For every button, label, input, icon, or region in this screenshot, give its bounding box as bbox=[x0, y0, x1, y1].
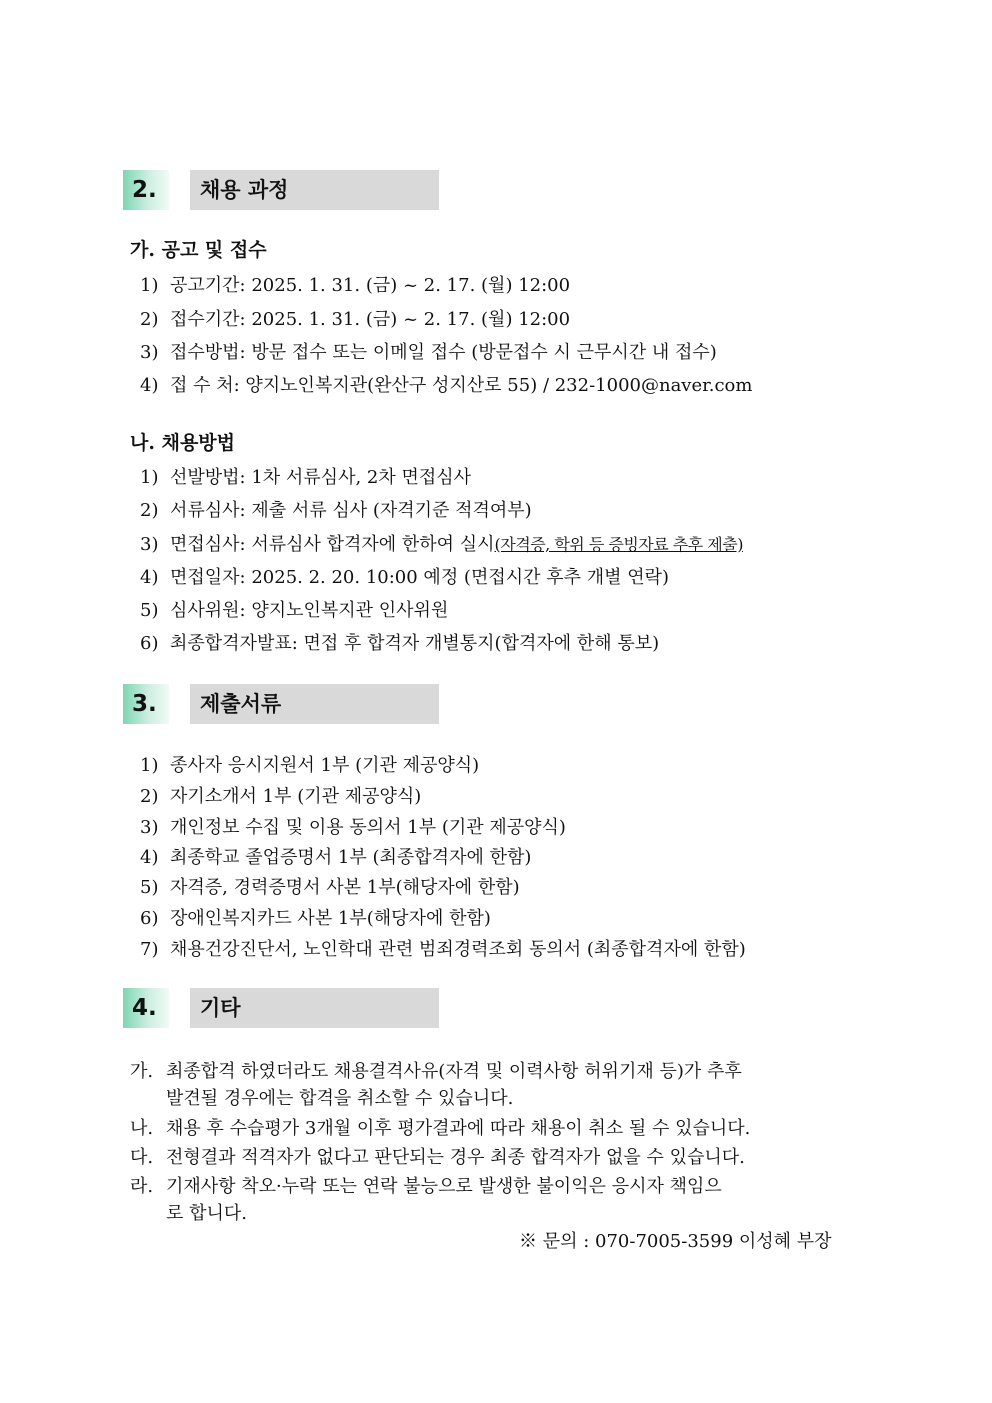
contact-info: ※ 문의 : 070-7005-3599 이성혜 부장 bbox=[519, 1231, 832, 1252]
list-item: 5) 자격증, 경력증명서 사본 1부(해당자에 한함) bbox=[140, 877, 520, 898]
list-item: 2) 서류심사: 제출 서류 심사 (자격기준 적격여부) bbox=[140, 500, 532, 521]
note-item-continuation: 발견될 경우에는 합격을 취소할 수 있습니다. bbox=[166, 1088, 514, 1109]
list-item: 5) 심사위원: 양지노인복지관 인사위원 bbox=[140, 600, 449, 621]
note-item: 가. 최종합격 하였더라도 채용결격사유(자격 및 이력사항 허위기재 등)가 추후 bbox=[130, 1061, 742, 1082]
subsection-heading: 가. 공고 및 접수 bbox=[130, 239, 267, 261]
list-item: 3) 개인정보 수집 및 이용 동의서 1부 (기관 제공양식) bbox=[140, 817, 566, 838]
section-title: 채용 과정 bbox=[190, 170, 439, 210]
list-item: 1) 공고기간: 2025. 1. 31. (금) ~ 2. 17. (월) 12:00 bbox=[140, 275, 571, 296]
list-item: 6) 장애인복지카드 사본 1부(해당자에 한함) bbox=[140, 908, 491, 929]
section-title: 제출서류 bbox=[190, 684, 439, 724]
section-4-header bbox=[123, 988, 439, 1028]
list-item: 4) 최종학교 졸업증명서 1부 (최종합격자에 한함) bbox=[140, 847, 532, 868]
section-number: 3. bbox=[123, 684, 169, 724]
list-item: 7) 채용건강진단서, 노인학대 관련 범죄경력조회 동의서 (최종합격자에 한함) bbox=[140, 939, 746, 960]
list-item: 3) 접수방법: 방문 접수 또는 이메일 접수 (방문접수 시 근무시간 내 접수) bbox=[140, 342, 717, 363]
section-2-header bbox=[123, 170, 439, 210]
list-item: 4) 면접일자: 2025. 2. 20. 10:00 예정 (면접시간 후추 개별 연락) bbox=[140, 567, 670, 588]
section-number: 4. bbox=[123, 988, 169, 1028]
underlined-note: (자격증, 학위 등 증빙자료 추후 제출) bbox=[494, 535, 743, 554]
list-item: 2) 접수기간: 2025. 1. 31. (금) ~ 2. 17. (월) 12:00 bbox=[140, 309, 571, 330]
note-item: 다. 전형결과 적격자가 없다고 판단되는 경우 최종 합격자가 없을 수 있습니다. bbox=[130, 1147, 745, 1168]
section-3-header bbox=[123, 684, 439, 724]
section-title: 기타 bbox=[190, 988, 439, 1028]
subsection-heading: 나. 채용방법 bbox=[130, 432, 235, 454]
list-item: 4) 접 수 처: 양지노인복지관(완산구 성지산로 55) / 232-1000@naver.com bbox=[140, 375, 753, 396]
list-item: 1) 종사자 응시지원서 1부 (기관 제공양식) bbox=[140, 755, 480, 776]
section-number: 2. bbox=[123, 170, 169, 210]
note-item: 나. 채용 후 수습평가 3개월 이후 평가결과에 따라 채용이 취소 될 수 있습니다. bbox=[130, 1118, 751, 1139]
note-item-continuation: 로 합니다. bbox=[166, 1203, 247, 1224]
list-item: 1) 선발방법: 1차 서류심사, 2차 면접심사 bbox=[140, 467, 472, 488]
note-item: 라. 기재사항 착오·누락 또는 연락 불능으로 발생한 불이익은 응시자 책임으 bbox=[130, 1176, 722, 1197]
list-item: 2) 자기소개서 1부 (기관 제공양식) bbox=[140, 786, 422, 807]
list-item: 3) 면접심사: 서류심사 합격자에 한하여 실시(자격증, 학위 등 증빙자료 추후 제출) bbox=[140, 534, 743, 555]
list-item: 6) 최종합격자발표: 면접 후 합격자 개별통지(합격자에 한해 통보) bbox=[140, 633, 660, 654]
